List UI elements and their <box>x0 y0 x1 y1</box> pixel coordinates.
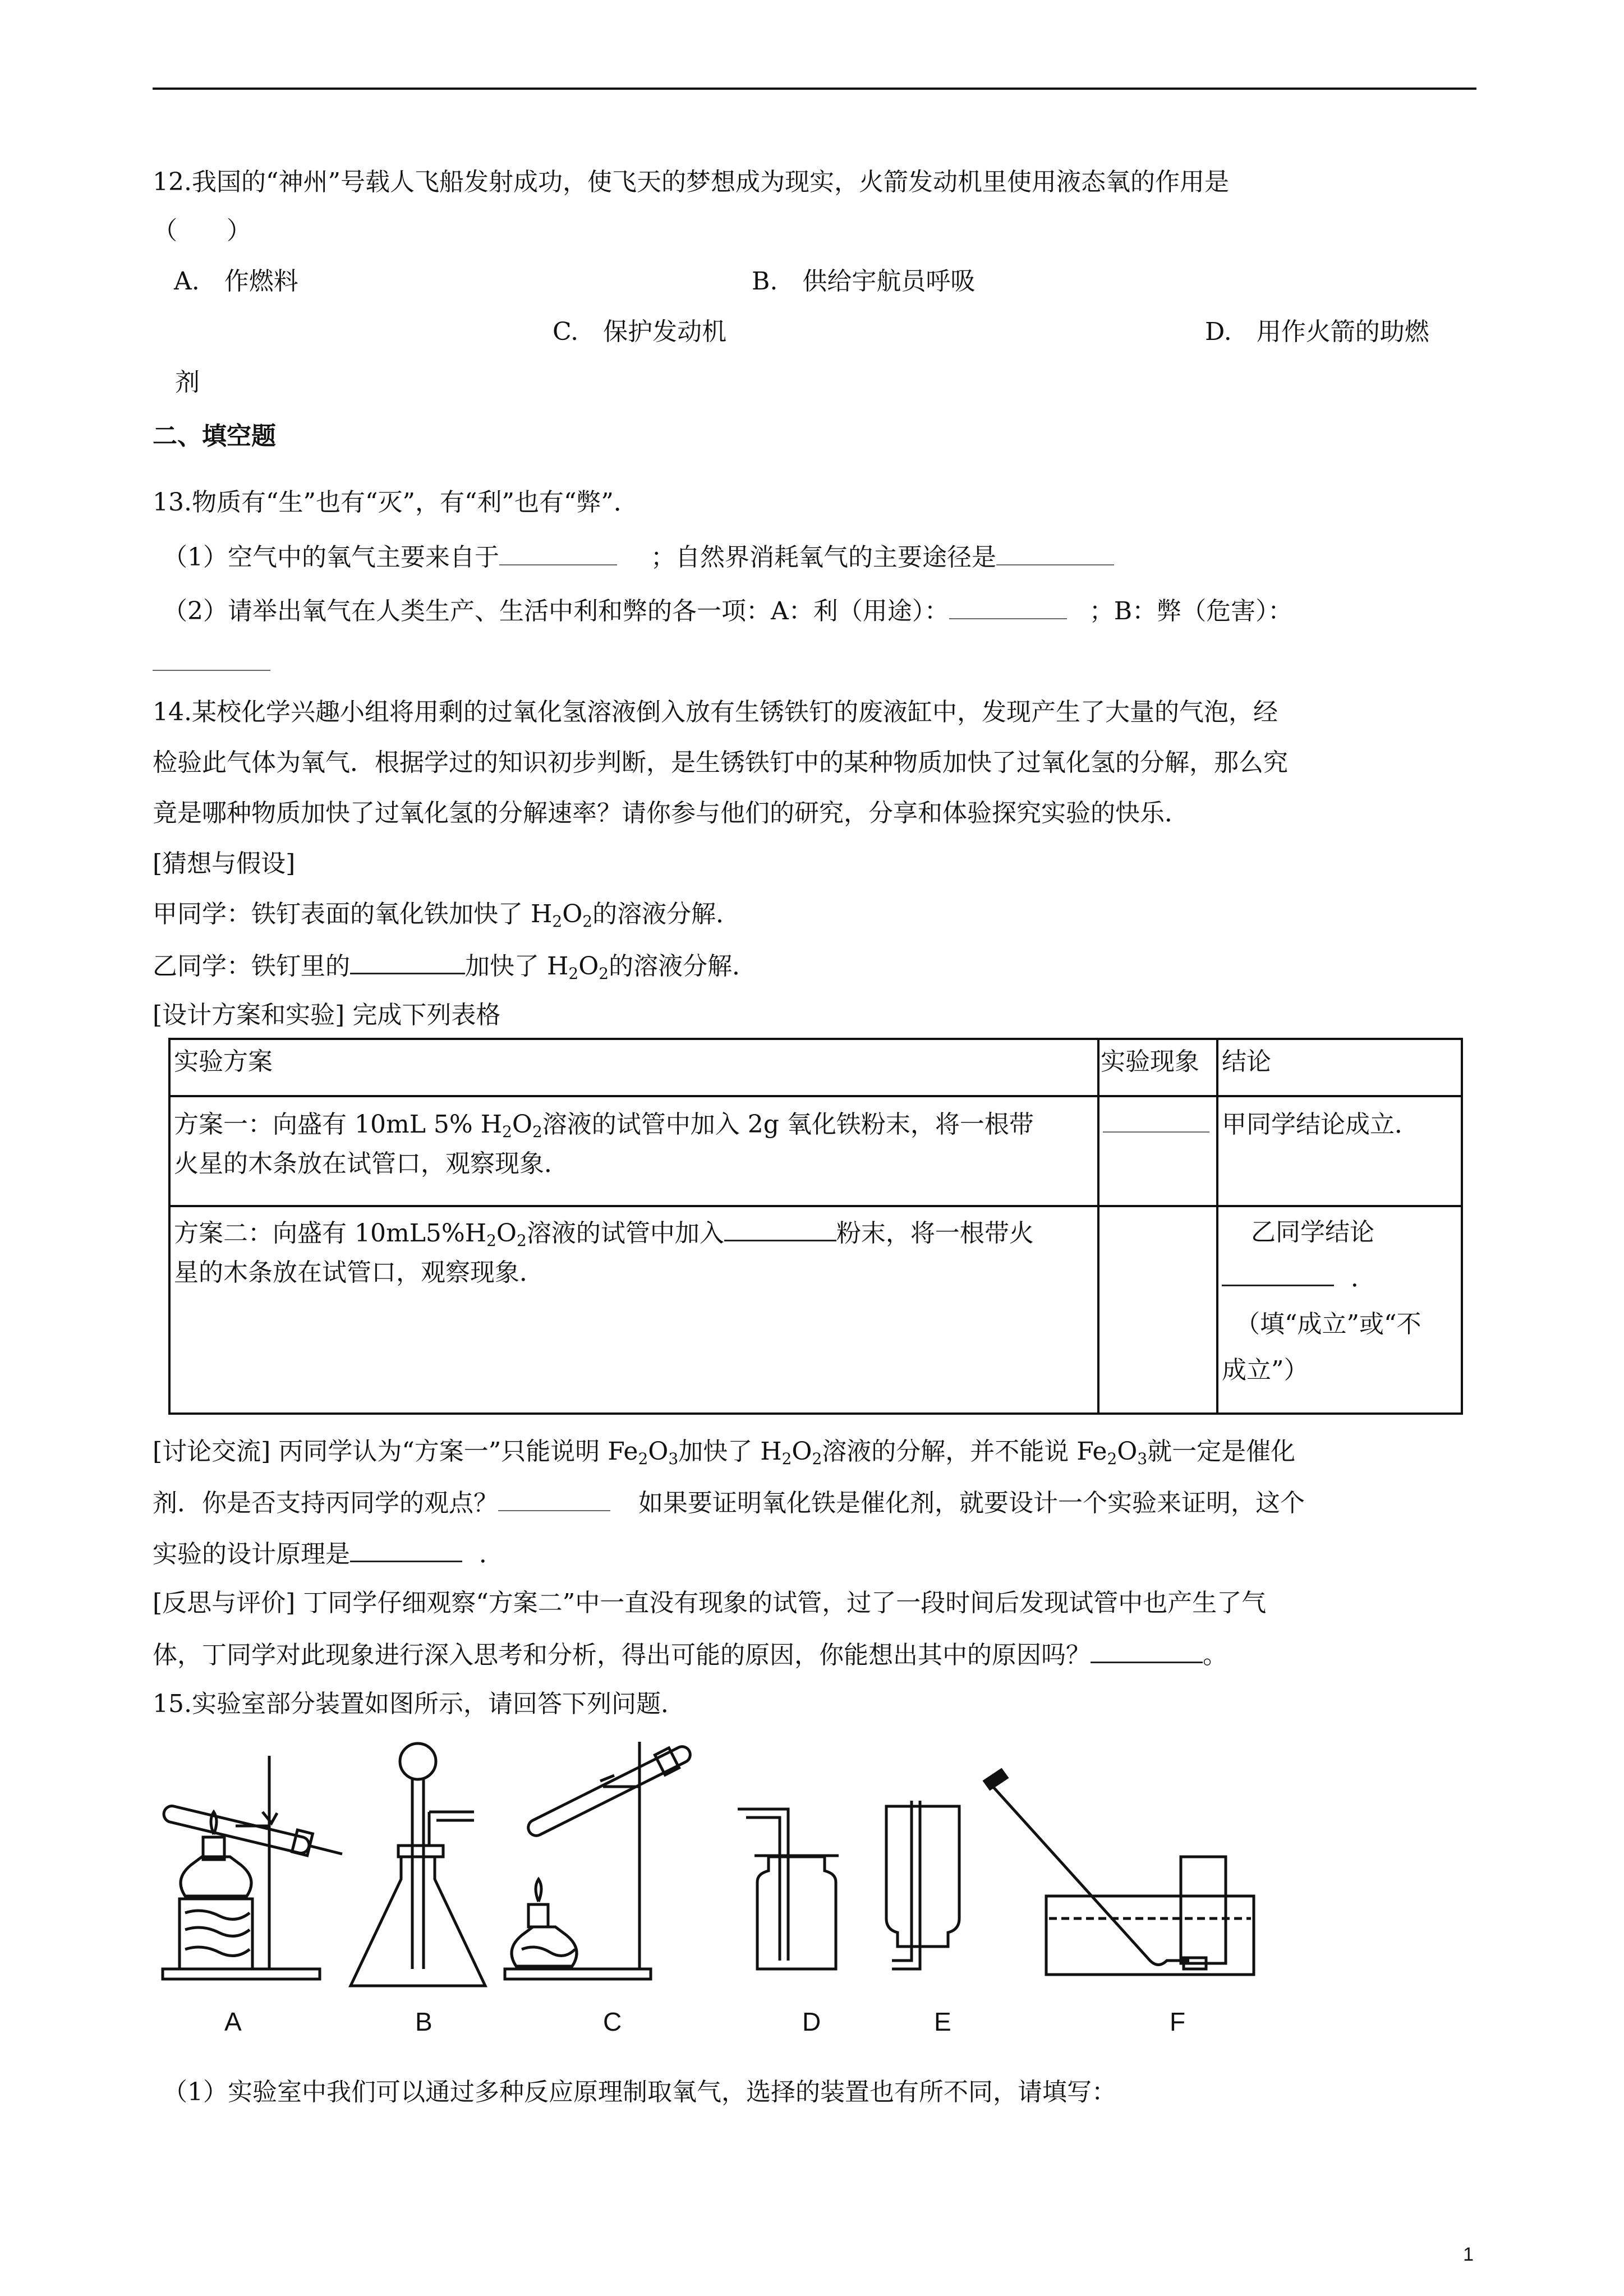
answer-blank[interactable] <box>350 948 465 974</box>
q12-option-c: C. 保护发动机 <box>553 318 727 346</box>
disc-text-c: 溶液的分解，并不能说 Fe <box>822 1437 1107 1466</box>
row1-plan-text-b: 溶液的试管中加入 2g 氧化铁粉末，将一根带 <box>542 1110 1034 1139</box>
subscript: 2 <box>812 1450 822 1468</box>
disc2-text-b: 如果要证明氧化铁是催化剂，就要设计一个实验来证明，这个 <box>638 1489 1305 1517</box>
answer-blank[interactable] <box>350 1536 462 1562</box>
figure-label-b: B <box>415 2007 433 2036</box>
figure-label-f: F <box>1170 2007 1186 2036</box>
figure-label-c: C <box>603 2007 622 2036</box>
answer-blank[interactable] <box>1103 1107 1209 1133</box>
q14-discussion-line1: [讨论交流] 丙同学认为“方案一”只能说明 $Fe_2O_3$加快了 $H_2O_2$溶液的分解，并不能说 $Fe_2O_3$就一定是催化 <box>153 1437 1296 1468</box>
section-title: 二、填空题 <box>153 422 276 450</box>
subscript: 2 <box>532 1122 542 1141</box>
refl2-text-b: 。 <box>1203 1641 1227 1669</box>
q12-option-d: D. 用作火箭的助燃 <box>1205 318 1429 346</box>
q14-yi-text-end: 的溶液分解． <box>609 952 757 981</box>
q12-paren: （ ） <box>153 217 251 245</box>
subscript: 2 <box>517 1231 527 1250</box>
row1-plan-text-a: 方案一：向盛有 10mL 5% H <box>174 1110 503 1139</box>
q13-part1 <box>163 540 1114 574</box>
q14-jia-text-end: 的溶液分解． <box>592 900 741 928</box>
subscript: 3 <box>668 1450 679 1468</box>
q14-hypothesis-heading: [猜想与假设] <box>153 849 296 878</box>
table-header-phenomenon: 实验现象 <box>1098 1039 1217 1096</box>
row2-concl-b: ． <box>1351 1264 1375 1292</box>
experiment-table <box>168 1038 1463 1415</box>
subscript: 2 <box>552 912 563 931</box>
q14-jia-text: 甲同学：铁钉表面的氧化铁加快了 H <box>153 900 553 928</box>
q13-part1-text-b: ；自然界消耗氧气的主要途径是 <box>651 543 996 572</box>
apparatus-d <box>738 1809 839 1969</box>
q14-design-heading: [设计方案和实验] 完成下列表格 <box>153 1001 501 1029</box>
table-header-plan: 实验方案 <box>169 1039 1098 1096</box>
disc3-text-a: 实验的设计原理是 <box>153 1540 350 1568</box>
q12-option-a: A. 作燃料 <box>174 267 298 296</box>
apparatus-e <box>886 1801 959 1969</box>
row2-plan-text-a: 方案二：向盛有 10mL5%H <box>174 1219 487 1248</box>
q14-line1: 14.某校化学兴趣小组将用剩的过氧化氢溶液倒入放有生锈铁钉的废液缸中，发现产生了大量的气泡，经 <box>153 698 1278 726</box>
q14-discussion-line3 <box>153 1536 504 1571</box>
answer-blank[interactable] <box>1091 1637 1203 1663</box>
q12-stem: 12.我国的“神州”号载人飞船发射成功，使飞天的梦想成为现实，火箭发动机里使用液态氧的作用是 <box>153 168 1229 196</box>
subscript: 2 <box>502 1122 512 1141</box>
row2-plan-text-d: 星的木条放在试管口，观察现象． <box>174 1258 544 1287</box>
q14-yi: 乙同学：铁钉里的 加快了 $H_2O_2$的溶液分解． <box>153 948 757 983</box>
subscript: 2 <box>638 1450 648 1468</box>
figure-label-a: A <box>224 2007 242 2036</box>
page-number: 1 <box>1463 2244 1474 2265</box>
figure-label-d: D <box>802 2007 821 2036</box>
table-row1-plan: 方案一：向盛有 10mL 5% $H_2O_2$溶液的试管中加入 2g 氧化铁粉末，将一根带 火星的木条放在试管口，观察现象． <box>169 1096 1098 1206</box>
subscript: 2 <box>582 912 593 931</box>
answer-blank[interactable] <box>949 593 1067 619</box>
q13-part2-text-b: ；B：弊（危害）： <box>1089 597 1293 625</box>
q14-jia: 甲同学：铁钉表面的氧化铁加快了 $H_2O_2$的溶液分解． <box>153 900 741 931</box>
table-header-conclusion: 结论 <box>1217 1039 1462 1096</box>
q14-line2: 检验此气体为氧气．根据学过的知识初步判断，是生锈铁钉中的某种物质加快了过氧化氢的分解，那么究 <box>153 748 1288 777</box>
subscript: 2 <box>599 964 609 983</box>
table-row2-phenomenon <box>1098 1206 1217 1414</box>
refl2-text-a: 体，丁同学对此现象进行深入思考和分析，得出可能的原因，你能想出其中的原因吗？ <box>153 1641 1091 1669</box>
q14-yi-text: 乙同学：铁钉里的 <box>153 952 350 981</box>
apparatus-b <box>351 1743 485 1986</box>
disc-text-a: [讨论交流] 丙同学认为“方案一”只能说明 Fe <box>153 1437 638 1466</box>
q13-part2-text-a: （2）请举出氧气在人类生产、生活中利和弊的各一项：A：利（用途）： <box>163 597 949 625</box>
apparatus-a <box>163 1756 342 1979</box>
row2-concl-d: 成立”） <box>1222 1356 1309 1384</box>
table-row1-conclusion: 甲同学结论成立． <box>1217 1096 1462 1206</box>
disc3-text-b: ． <box>479 1540 504 1568</box>
subscript: 2 <box>1107 1450 1117 1468</box>
answer-blank[interactable] <box>724 1215 836 1241</box>
subscript: 3 <box>1137 1450 1148 1468</box>
row1-plan-text-c: 火星的木条放在试管口，观察现象． <box>174 1149 569 1178</box>
disc-text-d: 就一定是催化 <box>1147 1437 1296 1466</box>
answer-blank[interactable] <box>153 645 270 671</box>
answer-blank[interactable] <box>499 540 617 565</box>
disc-text-b: 加快了 H <box>678 1437 782 1466</box>
subscript: 2 <box>781 1450 792 1468</box>
answer-blank[interactable] <box>996 540 1114 565</box>
q13-part2-cont <box>153 645 270 680</box>
lab-apparatus-figure <box>151 1728 1273 2042</box>
q15-stem: 15.实验室部分装置如图所示，请回答下列问题． <box>153 1690 686 1718</box>
row2-concl-a: 乙同学结论 <box>1251 1218 1374 1246</box>
apparatus-c <box>505 1742 690 1979</box>
q14-yi-text-mid: 加快了 H <box>465 952 569 981</box>
row2-plan-text-b: 溶液的试管中加入 <box>526 1219 724 1248</box>
q12-option-b: B. 供给宇航员呼吸 <box>752 267 976 296</box>
row2-plan-text-c: 粉末，将一根带火 <box>836 1219 1034 1248</box>
answer-blank[interactable] <box>498 1485 610 1511</box>
q12-option-d-cont: 剂 <box>175 368 200 397</box>
table-row2-plan: 方案二：向盛有 $10mL5\%H_2O_2$溶液的试管中加入 粉末，将一根带火 星的木条放在试管口，观察现象． <box>169 1206 1098 1414</box>
q14-discussion-line2 <box>153 1485 1305 1520</box>
table-row2-conclusion <box>1217 1206 1462 1414</box>
subscript: 2 <box>568 964 579 983</box>
q14-reflection-line2 <box>153 1637 1227 1672</box>
subscript: 2 <box>486 1231 496 1250</box>
row2-concl-c: （填“成立”或“不 <box>1235 1310 1421 1338</box>
table-row1-phenomenon <box>1098 1096 1217 1206</box>
q14-reflection-line1: [反思与评价] 丁同学仔细观察“方案二”中一直没有现象的试管，过了一段时间后发现试管中也产生了气 <box>153 1589 1267 1617</box>
figure-label-e: E <box>934 2007 951 2036</box>
q13-part1-text-a: （1）空气中的氧气主要来自于 <box>163 543 499 572</box>
q13-part2 <box>163 593 1292 628</box>
apparatus-f <box>984 1770 1254 1975</box>
q14-line3: 竟是哪种物质加快了过氧化氢的分解速率？请你参与他们的研究，分享和体验探究实验的快乐． <box>153 799 1189 827</box>
disc2-text-a: 剂．你是否支持丙同学的观点？ <box>153 1489 498 1517</box>
q13-stem: 13.物质有“生”也有“灭”，有“利”也有“弊”． <box>153 488 638 517</box>
q15-part1: （1）实验室中我们可以通过多种反应原理制取氧气，选择的装置也有所不同，请填写： <box>163 2078 1116 2106</box>
header-rule <box>153 88 1476 90</box>
answer-blank[interactable] <box>1222 1260 1334 1286</box>
